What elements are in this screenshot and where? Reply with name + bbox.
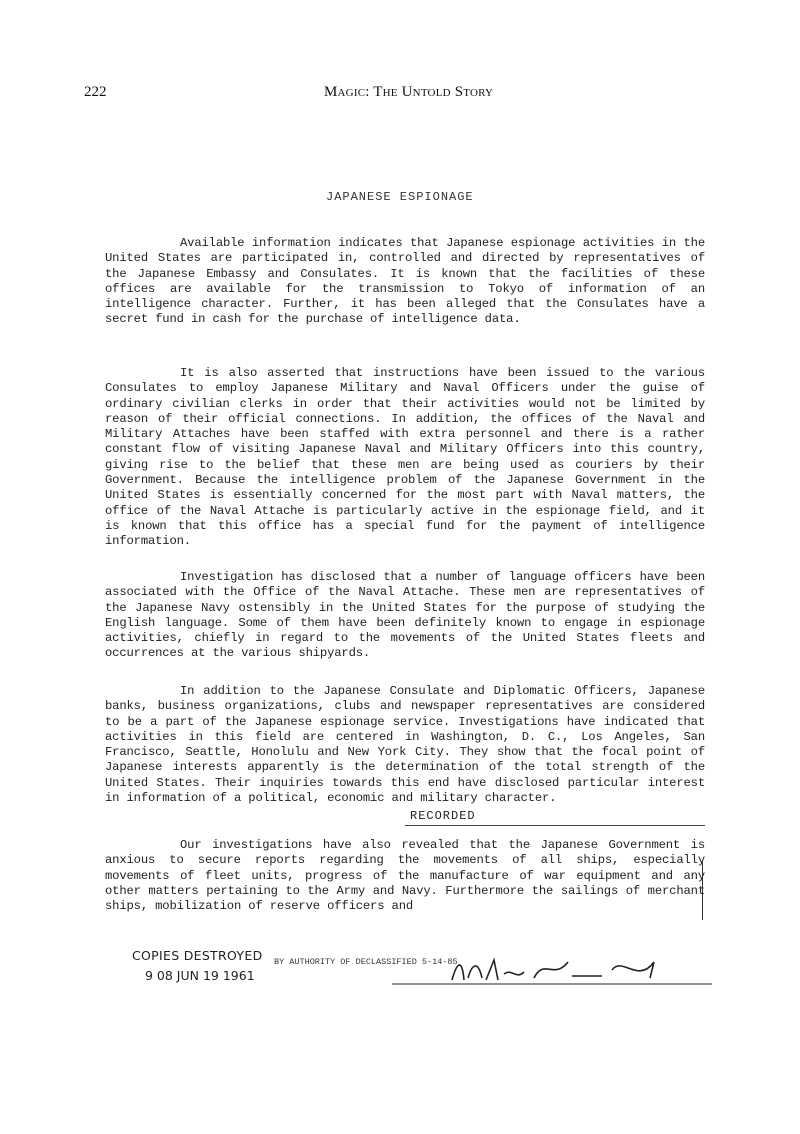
- stamp-date: 9 08 JUN 19 1961: [145, 968, 255, 983]
- page-header: [0, 84, 800, 106]
- paragraph-4: [105, 684, 705, 806]
- page-number: 222: [84, 84, 107, 100]
- paragraph-text: Our investigations have also revealed that the Japanese Government is anxious to secure reports regarding the movements of all ships, especially movements of fleet units, progress of the manufacture of war equipment and any other matters pertaining to the Army and Navy. Furthermore the sailings of merchant ships, mobilization of reserve officers and: [105, 838, 705, 914]
- signature-line: [405, 825, 705, 826]
- declassification-stamp: [272, 950, 712, 990]
- paragraph-text: In addition to the Japanese Consulate and Diplomatic Officers, Japanese banks, business organizations, clubs and newspaper representatives are considered to be a part of the Japanese espionage service. Investigations have indicated that activities in this field are centered in Washington, D. C., Los Angeles, San Francisco, Seattle, Honolulu and New York City. They show that the focal point of Japanese interests apparently is the determination of the total strength of the United States. Their inquiries towards this end have disclosed particular interest in information of a political, economic and military character.: [105, 684, 705, 806]
- copies-destroyed-stamp: COPIES DESTROYED: [132, 948, 263, 963]
- running-title: Magic: The Untold Story: [324, 84, 494, 100]
- paragraph-2: [105, 366, 705, 550]
- paragraph-text: Available information indicates that Japanese espionage activities in the United States are participated in, controlled and directed by representatives of the Japanese Embassy and Consulates. It is known that the facilities of these offices are available for the transmission to Tokyo of information of an intelligence character. Further, it has been alleged that the Consulates have a secret fund in cash for the purchase of intelligence data.: [105, 236, 705, 327]
- paragraph-text: It is also asserted that instructions have been issued to the various Consulates to employ Japanese Military and Naval Officers under the guise of ordinary civilian clerks in order that their activities would not be limited by reason of their official connections. In addition, the offices of the Naval and Military Attaches have been staffed with extra personnel and there is a rather constant flow of visiting Japanese Naval and Military Officers into this country, giving rise to the belief that these men are being used as couriers by their Government. Because the intelligence problem of the Japanese Government in the United States is essentially concerned for the most part with Naval matters, the office of the Naval Attache is particularly active in the espionage field, and it is known that this office has a special fund for the payment of intelligence information.: [105, 366, 705, 549]
- recorded-mark: RECORDED: [410, 809, 476, 823]
- paragraph-5: [105, 838, 705, 914]
- margin-bar: [702, 860, 705, 920]
- document-heading: JAPANESE ESPIONAGE: [326, 190, 474, 204]
- paragraph-text: Investigation has disclosed that a number of language officers have been associated with the Office of the Naval Attache. These men are representatives of the Japanese Navy ostensibly in the United States for the purpose of studying the English language. Some of them have been definitely known to engage in espionage activities, chiefly in regard to the movements of the United States fleets and occurrences at the various shipyards.: [105, 570, 705, 661]
- paragraph-1: [105, 236, 705, 328]
- paragraph-3: [105, 570, 705, 662]
- declass-text: BY AUTHORITY OF DECLASSIFIED 5-14-85: [274, 957, 458, 967]
